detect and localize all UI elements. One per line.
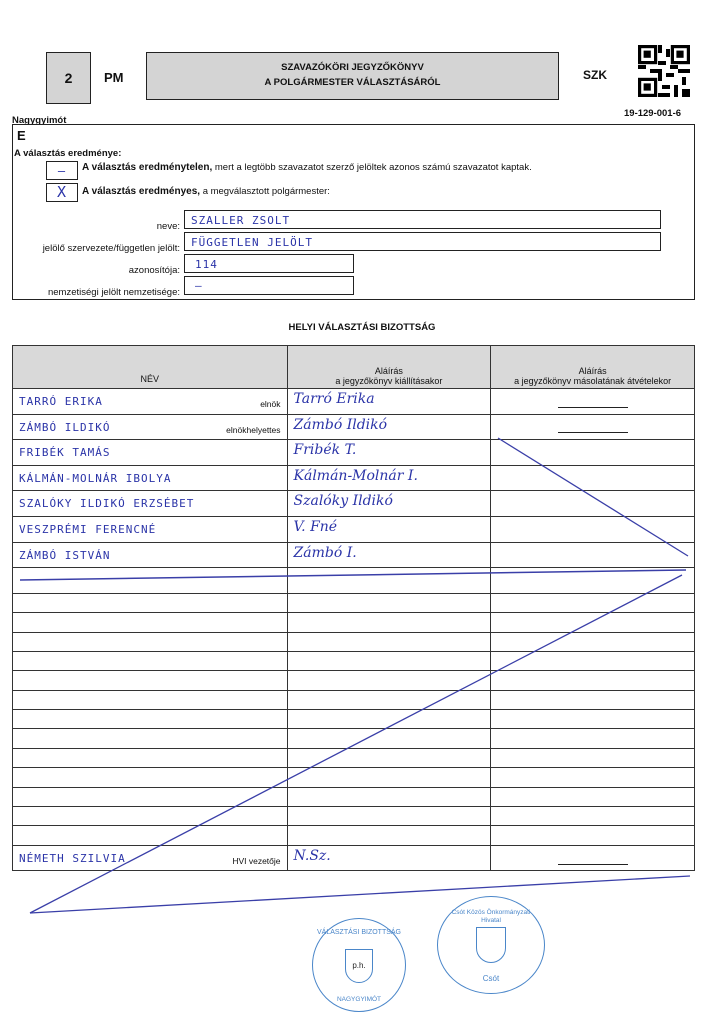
title-line-2: A POLGÁRMESTER VÁLASZTÁSÁRÓL [264, 77, 441, 88]
member-signature: Kálmán-Molnár I. [293, 467, 418, 484]
member-signature: Szalóky Ildikó [293, 493, 393, 510]
member-name: TARRÓ ERIKA [19, 395, 103, 408]
member-name: FRIBÉK TAMÁS [19, 446, 111, 460]
member-name: SZALÓKY ILDIKÓ ERZSÉBET [19, 497, 195, 511]
leader-role: HVI vezetője [232, 855, 281, 866]
col-name-header: NÉV [13, 346, 288, 389]
member-name: VESZPRÉMI FERENCNÉ [19, 522, 157, 536]
org-value: FÜGGETLEN JELÖLT [191, 236, 313, 249]
member-signature: Tarró Erika [293, 391, 375, 407]
checkbox-valid-mark: X [56, 183, 68, 201]
result-heading: A választás eredménye: [14, 148, 122, 159]
col-sign2-header: Aláírás a jegyzőkönyv másolatának átvételekor [491, 346, 695, 389]
member-signature: Zámbó I. [293, 544, 357, 561]
office-stamp: Csót Közös Önkormányzati Hivatal Csót [437, 896, 545, 994]
id-label: azonosítója: [128, 265, 180, 276]
code-right: SZK [583, 68, 607, 82]
member-name: KÁLMÁN-MOLNÁR IBOLYA [19, 471, 172, 485]
coat-of-arms-icon [476, 927, 506, 963]
member-role: elnökhelyettes [226, 424, 281, 435]
org-label: jelölő szervezete/független jelölt: [42, 243, 180, 254]
committee-heading: HELYI VÁLASZTÁSI BIZOTTSÁG [288, 322, 436, 333]
nationality-value: — [195, 279, 203, 292]
col-sign1-header: Aláírás a jegyzőkönyv kiállításakor [287, 346, 491, 389]
title-line-1: SZAVAZÓKÖRI JEGYZŐKÖNYV [281, 62, 424, 73]
member-name: ZÁMBÓ ILDIKÓ [19, 420, 111, 434]
doc-id: 19-129-001-6 [624, 108, 682, 119]
id-value: 114 [195, 258, 218, 271]
committee-stamp: VÁLASZTÁSI BIZOTTSÁG p.h. NAGYGYIMÓT [312, 918, 406, 1012]
leader-name: NÉMETH SZILVIA [19, 851, 126, 865]
option-valid-text: A választás eredményes, a megválasztott polgármester: [82, 186, 330, 197]
member-role: elnök [260, 399, 281, 409]
settlement-name: Nagygyimót [12, 115, 67, 126]
leader-signature: N.Sz. [293, 847, 331, 864]
member-signature: Fribék T. [293, 442, 357, 459]
member-signature: V. Fné [293, 518, 338, 535]
name-value: SZALLER ZSOLT [191, 214, 291, 227]
section-letter: E [17, 128, 26, 143]
member-name: ZÁMBÓ ISTVÁN [19, 548, 111, 562]
page-number: 2 [64, 70, 73, 86]
doc-type: PM [104, 70, 124, 85]
option-invalid-text: A választás eredménytelen, mert a legtöbb szavazatot szerző jelöltek azonos számú szavazatot kaptak. [82, 162, 532, 173]
checkbox-invalid-mark: — [57, 164, 67, 178]
nationality-label: nemzetiségi jelölt nemzetisége: [47, 287, 180, 298]
name-label: neve: [156, 221, 180, 232]
member-signature: Zámbó Ildikó [293, 416, 388, 433]
